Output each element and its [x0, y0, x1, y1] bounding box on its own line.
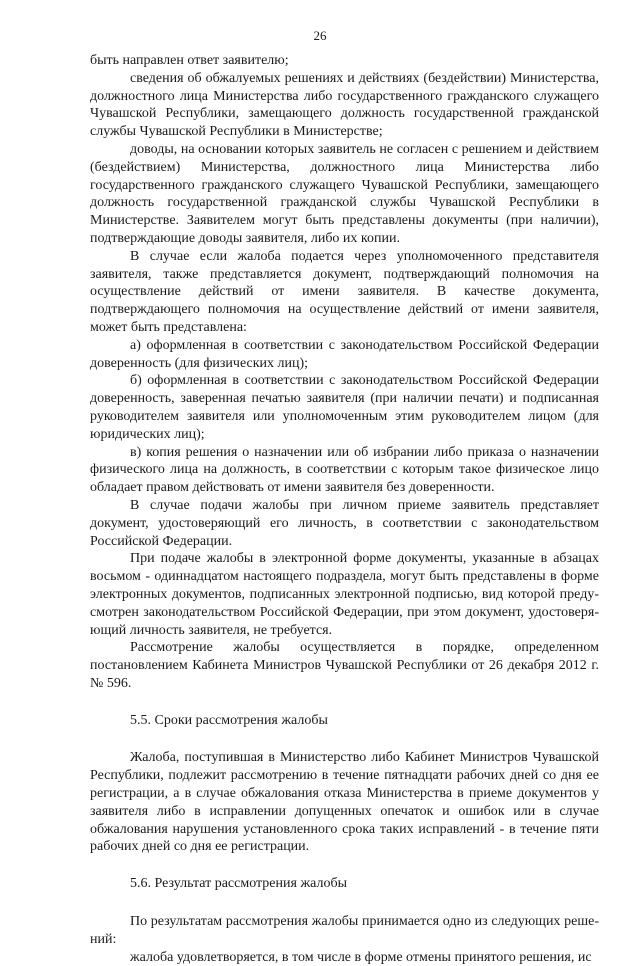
page-number: 26: [313, 28, 327, 43]
document-body: [90, 52, 599, 966]
paragraph-appealed-decisions: сведения об обжалуемых решениях и действиях (бездействии) Министерства, должностного лица Министерства либо государственного гражданского служащего Чувашской Республики, замещающего должность государственной гражданской службы Чувашской Республики в Министерстве;: [90, 70, 599, 140]
paragraph-review-terms: Жалоба, поступившая в Министерство либо Кабинет Министров Чувашской Республики, подлежит рассмотрению в течение пятнадцати рабочих дней со дня ее регистрации, а в случае обжалования отказа Министерства в приеме документов у заявителя либо в исправлении допущенных опечаток и ошибок или в случае обжалования нарушения установленного срока таких исправлений - в течение пяти рабочих дней со дня ее регистрации.: [90, 750, 599, 855]
list-item-v: в) копия решения о назначении или об избрании либо приказа о назначении физического лица на должность, в соответствии с которым такое физическое лицо обладает правом действовать от имени заявителя без доверенности.: [90, 444, 599, 496]
paragraph-continuation: быть направлен ответ заявителю;: [90, 53, 289, 68]
paragraph-personal-reception: В случае подачи жалобы при личном приеме заявитель представляет документ, удостоверяющий его личность, в соответствии с законодательством Российской Федерации.: [90, 497, 599, 549]
paragraph-review-procedure: Рассмотрение жалобы осуществляется в порядке, определенном постановлением Кабинета Министров Чувашской Республики от 26 декабря 2012 г. № 596.: [90, 640, 599, 691]
paragraph-arguments: доводы, на основании которых заявитель не согласен с решением и действием (бездействием) Министерства, должностного лица Министерства либо государственного гражданского служащего Чувашской Республики, замещающего должность государственной гражданской службы Чувашской Республики в Министерстве. Заявителем могут быть представлены документы (при наличии), подтверждающие доводы заявителя, либо их копии.: [90, 141, 599, 246]
paragraph-review-results: По результатам рассмотрения жалобы принимается одно из следующих решений:: [90, 914, 599, 947]
section-heading-5-6: 5.6. Результат рассмотрения жалобы: [130, 876, 347, 892]
paragraph-complaint-satisfied: жалоба удовлетворяется, в том числе в форме отмены принятого решения, ис: [130, 949, 592, 965]
paragraph-electronic-form: При подаче жалобы в электронной форме документы, указанные в абзацах восьмом - одиннадцатом настоящего подраздела, могут быть представлены в форме электронных документов, подписанных электронной подписью, вид которой предусмотрен законодательством Российской Федерации, при этом документ, удостоверяющий личность заявителя, не требуется.: [90, 551, 599, 638]
paragraph-representative: В случае если жалоба подается через уполномоченного представителя заявителя, также представляется документ, подтверждающий полномочия на осуществление действий от имени заявителя. В качестве документа, подтверждающего полномочия на осуществление действий от имени заявителя, может быть представлена:: [90, 248, 599, 335]
section-heading-5-5: 5.5. Сроки рассмотрения жалобы: [130, 712, 328, 728]
list-item-b: б) оформленная в соответствии с законодательством Российской Федерации доверенность, заверенная печатью заявителя (при наличии печати) и подписанная руководителем заявителя или уполномоченным этим руководителем лицом (для юридических лиц);: [90, 373, 599, 442]
list-item-a: а) оформленная в соответствии с законодательством Российской Федерации доверенность (для физических лиц);: [90, 337, 599, 371]
